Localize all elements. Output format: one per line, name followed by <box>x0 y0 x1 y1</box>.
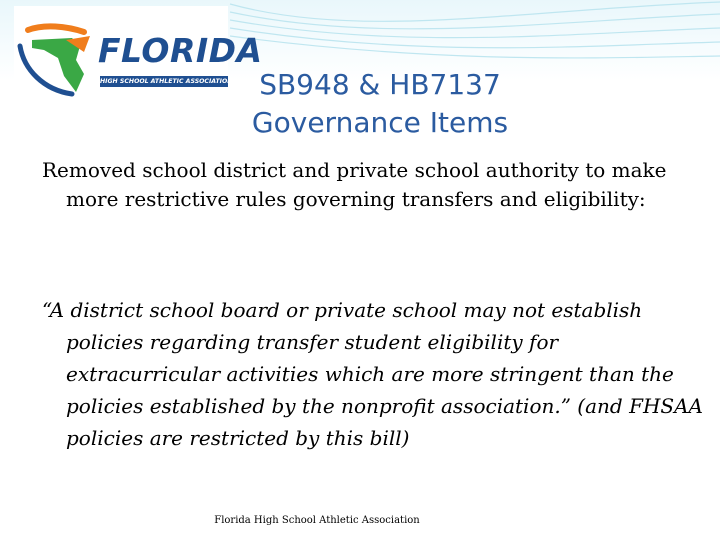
fhsaa-logo <box>14 6 263 102</box>
slide-footer: Florida High School Athletic Association <box>214 515 420 526</box>
slide-title <box>230 66 530 142</box>
florida-state-icon <box>14 6 104 102</box>
body-paragraph-1: Removed school district and private school authority to make more restrictive rules governing transfers and eligibility: <box>42 158 667 211</box>
title-line-1: SB948 & HB7137 <box>259 68 501 101</box>
title-line-2: Governance Items <box>251 106 509 139</box>
body-quote-paragraph: “A district school board or private school may not establish policies regarding transfer student eligibility for extracurricular activities which are more stringent than the policies established by the nonprofit association.” (and FHSAA policies are restricted by this bill) <box>42 298 703 450</box>
logo-wordmark: FLORIDA <box>98 31 263 70</box>
logo-tagline: HIGH SCHOOL ATHLETIC ASSOCIATION <box>100 78 233 85</box>
